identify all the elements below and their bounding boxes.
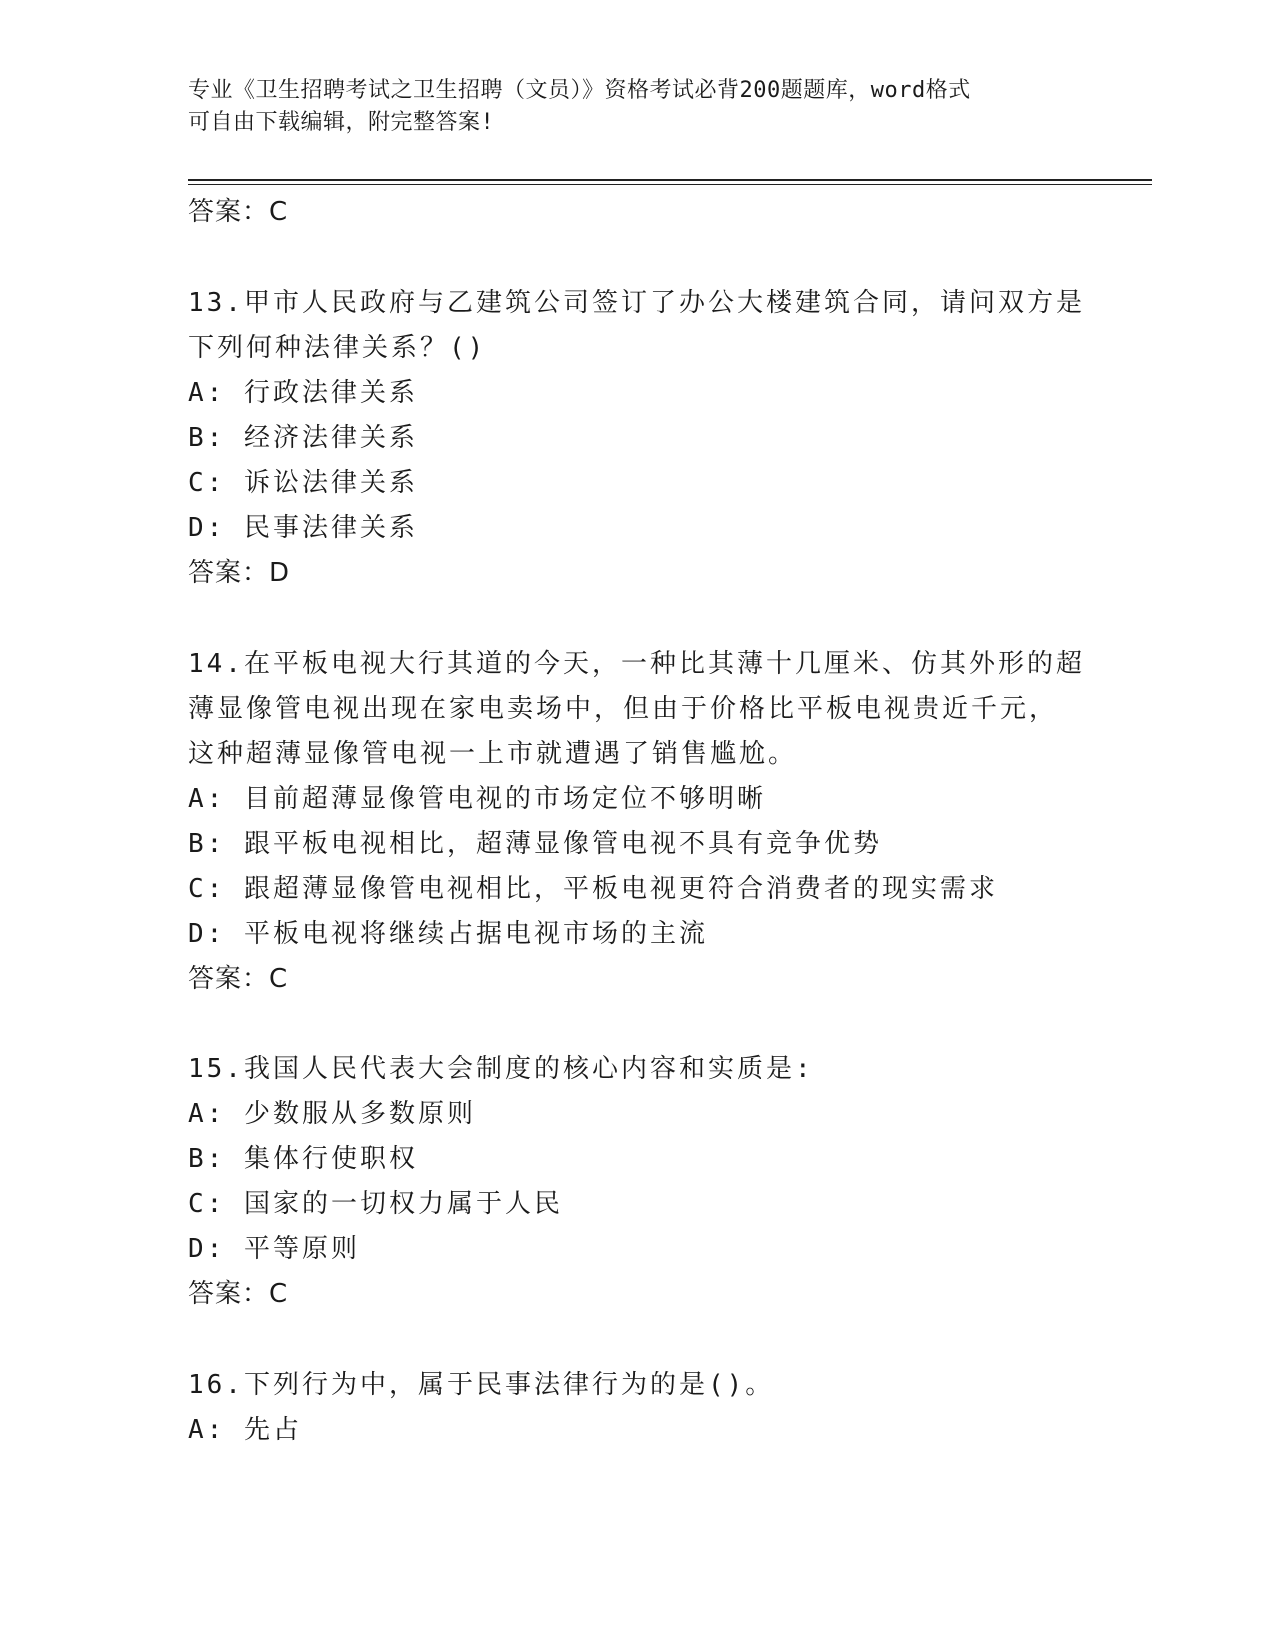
option-b: B: 经济法律关系 bbox=[188, 423, 418, 453]
question-stem-line: 这种超薄显像管电视一上市就遭遇了销售尴尬。 bbox=[188, 739, 798, 769]
question-stem-line: 13.甲市人民政府与乙建筑公司签订了办公大楼建筑合同，请问双方是 bbox=[188, 288, 1085, 318]
question-14 bbox=[188, 642, 1088, 1002]
question-stem-line: 下列何种法律关系？() bbox=[188, 333, 487, 363]
header-line-1: 专业《卫生招聘考试之卫生招聘（文员）》资格考试必背200题题库，word格式 bbox=[188, 78, 971, 103]
option-b: B: 集体行使职权 bbox=[188, 1144, 418, 1174]
option-c: C: 跟超薄显像管电视相比，平板电视更符合消费者的现实需求 bbox=[188, 874, 998, 904]
option-b: B: 跟平板电视相比，超薄显像管电视不具有竞争优势 bbox=[188, 829, 882, 859]
question-stem-line: 15.我国人民代表大会制度的核心内容和实质是: bbox=[188, 1054, 814, 1084]
header-divider-thin bbox=[188, 184, 1152, 185]
document-header bbox=[188, 75, 1088, 139]
question-list bbox=[188, 190, 1088, 1453]
option-a: A: 先占 bbox=[188, 1415, 302, 1445]
answer-line: 答案：C bbox=[188, 197, 289, 227]
option-a: A: 少数服从多数原则 bbox=[188, 1099, 476, 1129]
option-c: C: 诉讼法律关系 bbox=[188, 468, 418, 498]
option-a: A: 行政法律关系 bbox=[188, 378, 418, 408]
answer-line: 答案：C bbox=[188, 964, 289, 994]
option-d: D: 平等原则 bbox=[188, 1234, 360, 1264]
answer-line: 答案：D bbox=[188, 558, 291, 588]
header-divider-thick bbox=[188, 179, 1152, 181]
spacer bbox=[188, 1317, 1088, 1363]
question-stem-line: 14.在平板电视大行其道的今天，一种比其薄十几厘米、仿其外形的超 bbox=[188, 649, 1085, 679]
spacer bbox=[188, 1002, 1088, 1047]
option-d: D: 平板电视将继续占据电视市场的主流 bbox=[188, 919, 708, 949]
header-line-2: 可自由下载编辑，附完整答案! bbox=[188, 110, 495, 135]
spacer bbox=[188, 596, 1088, 642]
spacer bbox=[188, 235, 1088, 281]
question-stem-line: 16.下列行为中，属于民事法律行为的是()。 bbox=[188, 1370, 775, 1400]
option-a: A: 目前超薄显像管电视的市场定位不够明晰 bbox=[188, 784, 766, 814]
question-15 bbox=[188, 1047, 1088, 1317]
answer-line: 答案：C bbox=[188, 1279, 289, 1309]
question-13 bbox=[188, 281, 1088, 596]
option-c: C: 国家的一切权力属于人民 bbox=[188, 1189, 563, 1219]
question-stem-line: 薄显像管电视出现在家电卖场中，但由于价格比平板电视贵近千元， bbox=[188, 694, 1059, 724]
question-16 bbox=[188, 1363, 1088, 1453]
option-d: D: 民事法律关系 bbox=[188, 513, 418, 543]
